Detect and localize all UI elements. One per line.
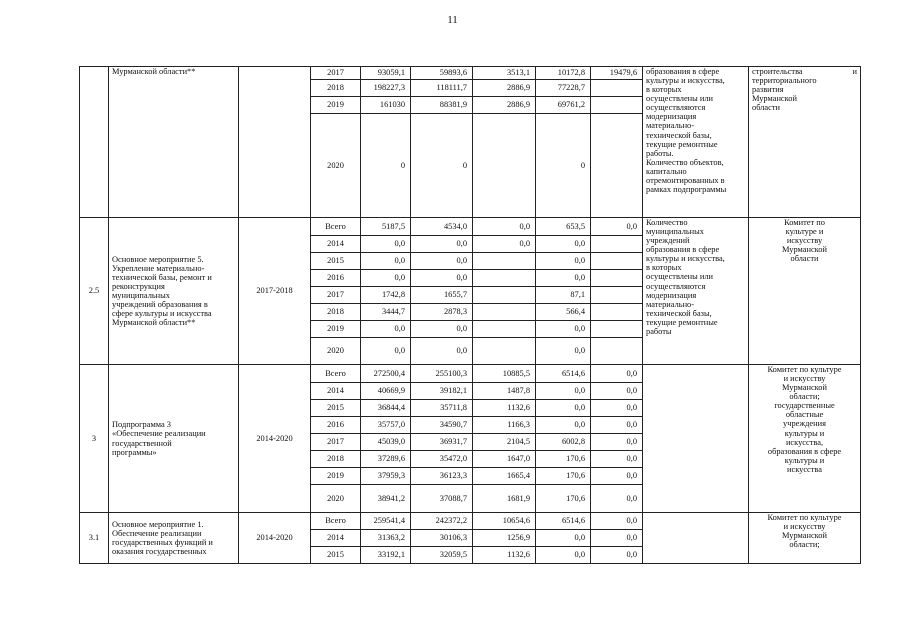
value-cell: 242372,2 [411,513,473,530]
value-cell: 0,0 [536,321,591,338]
value-cell [591,270,643,287]
value-cell: 1647,0 [473,451,536,468]
value-cell: 2886,9 [473,97,536,114]
value-cell: 1665,4 [473,468,536,485]
year-cell: 2016 [311,270,361,287]
year-cell: 2014 [311,236,361,253]
measure-name: Мурманской области** [109,67,239,218]
indicator: Количество муниципальных учреждений образования в сфере культуры и искусства, в которых осуществлены или осуществляются модернизация материально- технической базы, текущие ремонтные работы [643,218,749,365]
year-cell: 2018 [311,80,361,97]
value-cell: 0,0 [536,383,591,400]
year-cell: 2019 [311,468,361,485]
value-cell: 3513,1 [473,67,536,80]
period: 2014-2020 [239,513,311,564]
value-cell: 0 [411,114,473,218]
value-cell: 30106,3 [411,530,473,547]
value-cell: 170,6 [536,451,591,468]
value-cell [591,304,643,321]
value-cell: 6514,6 [536,365,591,383]
value-cell: 0,0 [591,547,643,564]
total-cell: 0,0 [361,253,411,270]
total-cell: 93059,1 [361,67,411,80]
year-cell: 2020 [311,338,361,365]
row-number: 2.5 [80,218,109,365]
value-cell: 59893,6 [411,67,473,80]
total-cell: 1742,8 [361,287,411,304]
total-cell: 38941,2 [361,485,411,513]
value-cell: 0 [536,114,591,218]
value-cell: 34590,7 [411,417,473,434]
value-cell: 6514,6 [536,513,591,530]
row-number [80,67,109,218]
total-cell: 37959,3 [361,468,411,485]
value-cell: 87,1 [536,287,591,304]
value-cell: 0,0 [411,236,473,253]
page-number: 11 [447,14,458,26]
year-cell: 2017 [311,67,361,80]
value-cell: 35711,8 [411,400,473,417]
value-cell: 0,0 [536,530,591,547]
value-cell: 69761,2 [536,97,591,114]
value-cell: 0,0 [411,321,473,338]
value-cell: 36931,7 [411,434,473,451]
table-row [80,218,861,236]
measure-name: Основное мероприятие 1. Обеспечение реализации государственных функций и оказания государственных [109,513,239,564]
measure-name: Основное мероприятие 5. Укрепление материально- технической базы, ремонт и реконструкция муниципальных учреждений образования в сфере культуры и искусства Мурманской области** [109,218,239,365]
total-cell: 36844,4 [361,400,411,417]
total-cell: 161030 [361,97,411,114]
value-cell: 566,4 [536,304,591,321]
year-cell: Всего [311,513,361,530]
value-cell: 0,0 [411,253,473,270]
value-cell: 10654,6 [473,513,536,530]
value-cell: 10172,8 [536,67,591,80]
value-cell: 0,0 [591,365,643,383]
executor-first-line: строительства и [752,67,857,76]
value-cell: 37088,7 [411,485,473,513]
year-cell: 2019 [311,97,361,114]
value-cell: 2104,5 [473,434,536,451]
value-cell [591,338,643,365]
table-row [80,67,861,80]
value-cell: 0,0 [536,547,591,564]
value-cell: 0,0 [591,383,643,400]
value-cell [473,270,536,287]
year-cell: 2014 [311,383,361,400]
value-cell: 10885,5 [473,365,536,383]
value-cell: 2886,9 [473,80,536,97]
value-cell: 0,0 [591,530,643,547]
value-cell: 88381,9 [411,97,473,114]
value-cell [591,321,643,338]
value-cell: 1681,9 [473,485,536,513]
value-cell: 35472,0 [411,451,473,468]
value-cell: 0,0 [591,434,643,451]
value-cell: 0,0 [473,236,536,253]
value-cell: 1655,7 [411,287,473,304]
value-cell: 39182,1 [411,383,473,400]
value-cell: 0,0 [591,513,643,530]
total-cell: 37289,6 [361,451,411,468]
value-cell: 1166,3 [473,417,536,434]
value-cell: 0,0 [536,400,591,417]
value-cell: 0,0 [591,400,643,417]
value-cell: 1256,9 [473,530,536,547]
year-cell: Всего [311,218,361,236]
measure-name: Подпрограмма 3 «Обеспечение реализации государственной программы» [109,365,239,513]
value-cell: 0,0 [411,338,473,365]
year-cell: 2014 [311,530,361,547]
total-cell: 259541,4 [361,513,411,530]
table-row [80,365,861,383]
value-cell: 6002,8 [536,434,591,451]
year-cell: 2019 [311,321,361,338]
total-cell: 0 [361,114,411,218]
year-cell: 2015 [311,253,361,270]
value-cell [473,321,536,338]
period [239,67,311,218]
value-cell [473,114,536,218]
value-cell: 0,0 [536,417,591,434]
program-finance-table [79,66,861,564]
value-cell: 0,0 [536,253,591,270]
total-cell: 31363,2 [361,530,411,547]
value-cell: 32059,5 [411,547,473,564]
total-cell: 272500,4 [361,365,411,383]
value-cell: 19479,6 [591,67,643,80]
value-cell: 0,0 [591,417,643,434]
value-cell [591,287,643,304]
value-cell: 77228,7 [536,80,591,97]
value-cell [473,304,536,321]
total-cell: 5187,5 [361,218,411,236]
value-cell: 653,5 [536,218,591,236]
indicator: образования в сфере культуры и искусства, в которых осуществлены или осуществляются модернизация материально- технической базы, текущие ремонтные работы. Количество объектов, капитально отремонтированных в рамках подпрограммы [643,67,749,218]
value-cell: 118111,7 [411,80,473,97]
year-cell: 2018 [311,304,361,321]
value-cell: 0,0 [591,485,643,513]
total-cell: 35757,0 [361,417,411,434]
value-cell: 2878,3 [411,304,473,321]
table-body [80,67,861,564]
year-cell: 2015 [311,547,361,564]
total-cell: 3444,7 [361,304,411,321]
value-cell: 170,6 [536,468,591,485]
executor-text: Комитет по культуре и искусству Мурманской области; государственные областные учреждения культуры и искусства, образования в сфере культуры и искусства [767,365,842,474]
year-cell: 2020 [311,114,361,218]
executor [749,67,861,218]
value-cell [591,97,643,114]
year-cell: 2017 [311,434,361,451]
year-cell: Всего [311,365,361,383]
value-cell: 1132,6 [473,400,536,417]
value-cell: 0,0 [536,338,591,365]
value-cell: 4534,0 [411,218,473,236]
period: 2017-2018 [239,218,311,365]
value-cell: 1487,8 [473,383,536,400]
value-cell: 0,0 [591,451,643,468]
executor [749,218,861,365]
year-cell: 2018 [311,451,361,468]
total-cell: 0,0 [361,321,411,338]
year-cell: 2015 [311,400,361,417]
value-cell: 0,0 [473,218,536,236]
indicator [643,365,749,513]
value-cell: 1132,6 [473,547,536,564]
value-cell: 170,6 [536,485,591,513]
value-cell [473,338,536,365]
total-cell: 0,0 [361,270,411,287]
value-cell [591,236,643,253]
total-cell: 0,0 [361,338,411,365]
year-cell: 2017 [311,287,361,304]
executor [749,365,861,513]
value-cell [591,114,643,218]
value-cell [473,253,536,270]
year-cell: 2016 [311,417,361,434]
value-cell [591,80,643,97]
value-cell: 36123,3 [411,468,473,485]
executor-text: Комитет по культуре и искусству Мурманской области [782,218,827,264]
total-cell: 40669,9 [361,383,411,400]
table-row [80,513,861,530]
value-cell: 0,0 [591,218,643,236]
total-cell: 198227,3 [361,80,411,97]
executor [749,513,861,564]
value-cell: 0,0 [536,270,591,287]
value-cell: 0,0 [411,270,473,287]
total-cell: 33192,1 [361,547,411,564]
total-cell: 0,0 [361,236,411,253]
row-number: 3 [80,365,109,513]
value-cell [473,287,536,304]
period: 2014-2020 [239,365,311,513]
value-cell: 0,0 [536,236,591,253]
indicator [643,513,749,564]
row-number: 3.1 [80,513,109,564]
value-cell [591,253,643,270]
value-cell: 255100,3 [411,365,473,383]
executor-text: территориального развития Мурманской области [752,76,817,113]
year-cell: 2020 [311,485,361,513]
executor-text: Комитет по культуре и искусству Мурманской области; [767,513,842,550]
total-cell: 45039,0 [361,434,411,451]
value-cell: 0,0 [591,468,643,485]
